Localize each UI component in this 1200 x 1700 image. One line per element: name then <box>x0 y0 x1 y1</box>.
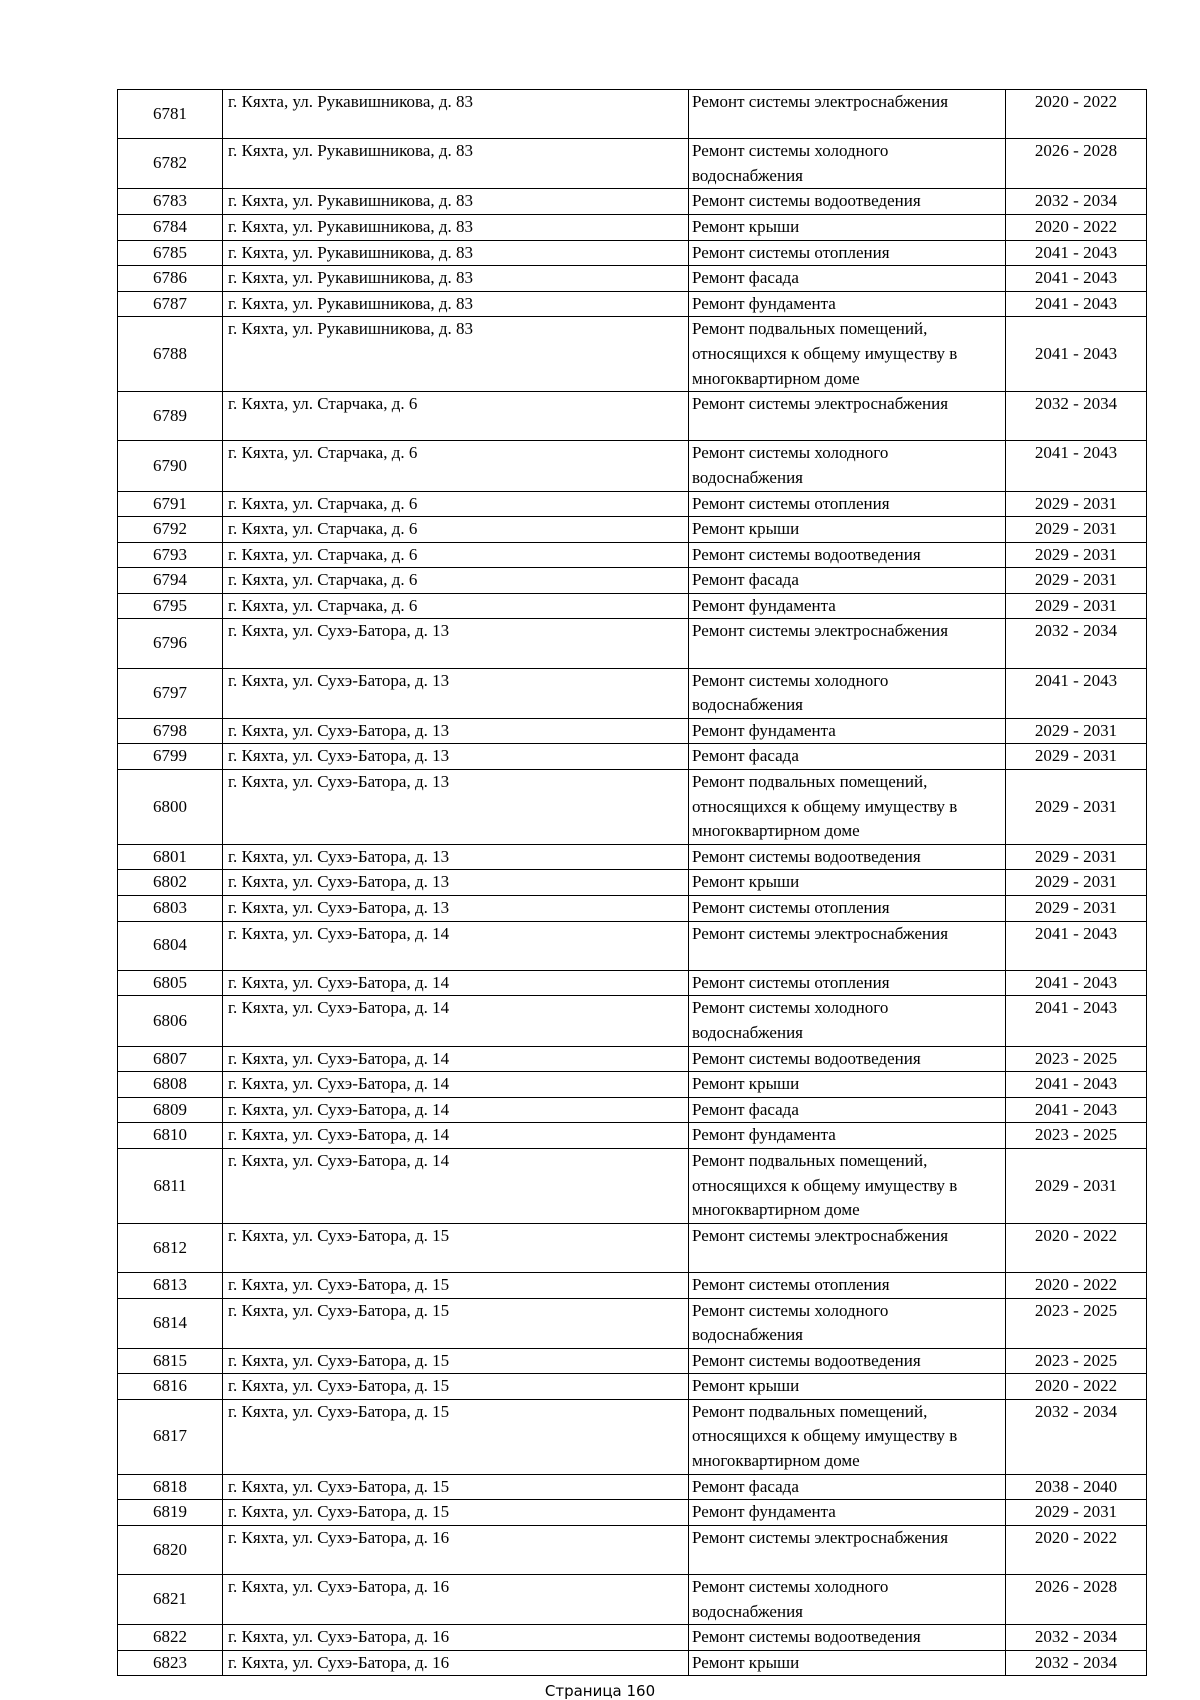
period-cell: 2026 - 2028 <box>1006 1575 1147 1625</box>
work-type-cell <box>689 744 1006 770</box>
work-type-cell <box>689 1072 1006 1098</box>
work-type-cell <box>689 441 1006 491</box>
work-type-cell <box>689 668 1006 718</box>
row-number: 6803 <box>118 896 223 922</box>
row-number: 6795 <box>118 593 223 619</box>
period-cell: 2029 - 2031 <box>1006 844 1147 870</box>
row-number: 6818 <box>118 1474 223 1500</box>
work-type-cell <box>689 1046 1006 1072</box>
row-number: 6805 <box>118 970 223 996</box>
work-type-cell <box>689 139 1006 189</box>
address-cell: г. Кяхта, ул. Сухэ-Батора, д. 16 <box>223 1575 689 1625</box>
address-cell: г. Кяхта, ул. Сухэ-Батора, д. 13 <box>223 870 689 896</box>
period-cell: 2020 - 2022 <box>1006 1272 1147 1298</box>
row-number: 6814 <box>118 1298 223 1348</box>
row-number: 6796 <box>118 619 223 668</box>
work-type-line: Ремонт системы отопления <box>692 972 890 992</box>
address-cell: г. Кяхта, ул. Рукавишникова, д. 83 <box>223 291 689 317</box>
work-type-line: Ремонт крыши <box>692 216 800 236</box>
address-cell: г. Кяхта, ул. Сухэ-Батора, д. 15 <box>223 1474 689 1500</box>
work-type-line: многоквартирном доме <box>692 368 860 388</box>
work-type-line: Ремонт крыши <box>692 1376 800 1396</box>
work-type-line: водоснабжения <box>692 467 803 487</box>
period-cell: 2020 - 2022 <box>1006 90 1147 139</box>
row-number: 6806 <box>118 996 223 1046</box>
row-number: 6781 <box>118 90 223 139</box>
table-row <box>118 1650 1147 1676</box>
work-type-line: Ремонт крыши <box>692 1074 800 1094</box>
table-row <box>118 896 1147 922</box>
work-type-cell <box>689 291 1006 317</box>
work-type-line: Ремонт системы отопления <box>692 493 890 513</box>
period-cell: 2020 - 2022 <box>1006 1374 1147 1400</box>
table-row <box>118 542 1147 568</box>
table-row <box>118 1575 1147 1625</box>
work-type-line: относящихся к общему имуществу в <box>692 1426 958 1446</box>
table-row <box>118 1298 1147 1348</box>
work-type-line: Ремонт системы холодного <box>692 141 889 161</box>
row-number: 6807 <box>118 1046 223 1072</box>
period-cell: 2041 - 2043 <box>1006 291 1147 317</box>
table-row <box>118 568 1147 594</box>
address-cell: г. Кяхта, ул. Сухэ-Батора, д. 14 <box>223 1123 689 1149</box>
work-type-line: Ремонт системы холодного <box>692 1577 889 1597</box>
work-type-line: Ремонт фасада <box>692 1476 799 1496</box>
address-cell: г. Кяхта, ул. Сухэ-Батора, д. 16 <box>223 1650 689 1676</box>
table-row <box>118 844 1147 870</box>
work-type-cell <box>689 593 1006 619</box>
address-cell: г. Кяхта, ул. Сухэ-Батора, д. 13 <box>223 619 689 668</box>
work-type-line: Ремонт фасада <box>692 1099 799 1119</box>
table-row <box>118 870 1147 896</box>
work-type-line: Ремонт системы водоотведения <box>692 1048 921 1068</box>
work-type-line: многоквартирном доме <box>692 1451 860 1471</box>
row-number: 6784 <box>118 214 223 240</box>
row-number: 6788 <box>118 317 223 392</box>
table-row <box>118 1374 1147 1400</box>
row-number: 6821 <box>118 1575 223 1625</box>
row-number: 6822 <box>118 1625 223 1651</box>
row-number: 6820 <box>118 1525 223 1574</box>
table-row <box>118 517 1147 543</box>
work-type-line: относящихся к общему имуществу в <box>692 343 958 363</box>
work-type-cell <box>689 870 1006 896</box>
table-row <box>118 1123 1147 1149</box>
period-cell: 2029 - 2031 <box>1006 542 1147 568</box>
work-type-line: Ремонт фасада <box>692 570 799 590</box>
work-type-line: водоснабжения <box>692 1325 803 1345</box>
page-number: Страница 160 <box>544 1682 656 1700</box>
table-row <box>118 1525 1147 1574</box>
table-row <box>118 1474 1147 1500</box>
period-cell: 2038 - 2040 <box>1006 1474 1147 1500</box>
address-cell: г. Кяхта, ул. Сухэ-Батора, д. 15 <box>223 1399 689 1474</box>
table-row <box>118 441 1147 491</box>
row-number: 6812 <box>118 1223 223 1272</box>
address-cell: г. Кяхта, ул. Сухэ-Батора, д. 16 <box>223 1525 689 1574</box>
work-type-line: водоснабжения <box>692 1022 803 1042</box>
table-row <box>118 214 1147 240</box>
work-type-line: Ремонт фасада <box>692 746 799 766</box>
address-cell: г. Кяхта, ул. Старчака, д. 6 <box>223 568 689 594</box>
address-cell: г. Кяхта, ул. Рукавишникова, д. 83 <box>223 189 689 215</box>
work-type-line: Ремонт системы водоотведения <box>692 191 921 211</box>
row-number: 6801 <box>118 844 223 870</box>
address-cell: г. Кяхта, ул. Старчака, д. 6 <box>223 542 689 568</box>
work-type-line: Ремонт системы электроснабжения <box>692 1225 949 1245</box>
work-type-line: Ремонт фасада <box>692 268 799 288</box>
table-row <box>118 1348 1147 1374</box>
work-type-line: водоснабжения <box>692 1601 803 1621</box>
period-cell: 2026 - 2028 <box>1006 139 1147 189</box>
address-cell: г. Кяхта, ул. Сухэ-Батора, д. 14 <box>223 921 689 970</box>
period-cell: 2032 - 2034 <box>1006 619 1147 668</box>
address-cell: г. Кяхта, ул. Сухэ-Батора, д. 14 <box>223 970 689 996</box>
address-cell: г. Кяхта, ул. Сухэ-Батора, д. 14 <box>223 996 689 1046</box>
period-cell: 2023 - 2025 <box>1006 1298 1147 1348</box>
period-cell: 2032 - 2034 <box>1006 1625 1147 1651</box>
period-cell: 2032 - 2034 <box>1006 392 1147 441</box>
work-type-cell <box>689 970 1006 996</box>
work-type-line: Ремонт фундамента <box>692 1125 836 1145</box>
work-type-line: Ремонт системы холодного <box>692 1300 889 1320</box>
row-number: 6790 <box>118 441 223 491</box>
address-cell: г. Кяхта, ул. Старчака, д. 6 <box>223 491 689 517</box>
work-type-cell <box>689 1272 1006 1298</box>
work-type-cell <box>689 1474 1006 1500</box>
address-cell: г. Кяхта, ул. Рукавишникова, д. 83 <box>223 240 689 266</box>
row-number: 6813 <box>118 1272 223 1298</box>
work-type-cell <box>689 996 1006 1046</box>
address-cell: г. Кяхта, ул. Старчака, д. 6 <box>223 392 689 441</box>
address-cell: г. Кяхта, ул. Сухэ-Батора, д. 13 <box>223 744 689 770</box>
work-type-line: многоквартирном доме <box>692 1200 860 1220</box>
address-cell: г. Кяхта, ул. Сухэ-Батора, д. 15 <box>223 1298 689 1348</box>
row-number: 6785 <box>118 240 223 266</box>
table-row <box>118 970 1147 996</box>
period-cell: 2020 - 2022 <box>1006 214 1147 240</box>
table-row <box>118 718 1147 744</box>
row-number: 6815 <box>118 1348 223 1374</box>
work-type-cell <box>689 1123 1006 1149</box>
period-cell: 2041 - 2043 <box>1006 266 1147 292</box>
row-number: 6799 <box>118 744 223 770</box>
period-cell: 2041 - 2043 <box>1006 996 1147 1046</box>
table-row <box>118 1097 1147 1123</box>
row-number: 6786 <box>118 266 223 292</box>
row-number: 6810 <box>118 1123 223 1149</box>
work-type-cell <box>689 1399 1006 1474</box>
row-number: 6797 <box>118 668 223 718</box>
work-type-line: Ремонт системы электроснабжения <box>692 923 949 943</box>
work-type-cell <box>689 619 1006 668</box>
address-cell: г. Кяхта, ул. Старчака, д. 6 <box>223 517 689 543</box>
table-row <box>118 1148 1147 1223</box>
row-number: 6798 <box>118 718 223 744</box>
table-row <box>118 189 1147 215</box>
row-number: 6782 <box>118 139 223 189</box>
address-cell: г. Кяхта, ул. Сухэ-Батора, д. 13 <box>223 770 689 845</box>
period-cell: 2029 - 2031 <box>1006 896 1147 922</box>
period-cell: 2023 - 2025 <box>1006 1348 1147 1374</box>
table-row <box>118 90 1147 139</box>
work-type-cell <box>689 1650 1006 1676</box>
period-cell: 2029 - 2031 <box>1006 744 1147 770</box>
work-type-line: Ремонт системы холодного <box>692 443 889 463</box>
work-type-cell <box>689 189 1006 215</box>
work-type-line: Ремонт фундамента <box>692 595 836 615</box>
period-cell: 2029 - 2031 <box>1006 1500 1147 1526</box>
work-type-line: Ремонт системы водоотведения <box>692 846 921 866</box>
work-type-cell <box>689 844 1006 870</box>
row-number: 6802 <box>118 870 223 896</box>
table-row <box>118 491 1147 517</box>
work-type-cell <box>689 317 1006 392</box>
address-cell: г. Кяхта, ул. Старчака, д. 6 <box>223 593 689 619</box>
work-type-cell <box>689 1575 1006 1625</box>
row-number: 6816 <box>118 1374 223 1400</box>
work-type-line: Ремонт подвальных помещений, <box>692 1401 928 1421</box>
period-cell: 2023 - 2025 <box>1006 1046 1147 1072</box>
work-type-line: Ремонт системы холодного <box>692 670 889 690</box>
work-type-cell <box>689 921 1006 970</box>
row-number: 6817 <box>118 1399 223 1474</box>
table-row <box>118 266 1147 292</box>
work-type-cell <box>689 1223 1006 1272</box>
table-row <box>118 744 1147 770</box>
work-type-line: Ремонт системы электроснабжения <box>692 1527 949 1547</box>
row-number: 6809 <box>118 1097 223 1123</box>
period-cell: 2029 - 2031 <box>1006 770 1147 845</box>
address-cell: г. Кяхта, ул. Рукавишникова, д. 83 <box>223 266 689 292</box>
work-type-line: Ремонт системы электроснабжения <box>692 394 949 414</box>
period-cell: 2041 - 2043 <box>1006 970 1147 996</box>
period-cell: 2029 - 2031 <box>1006 718 1147 744</box>
row-number: 6787 <box>118 291 223 317</box>
address-cell: г. Кяхта, ул. Сухэ-Батора, д. 14 <box>223 1046 689 1072</box>
table-row <box>118 770 1147 845</box>
table-row <box>118 996 1147 1046</box>
work-type-cell <box>689 1348 1006 1374</box>
table-row <box>118 1072 1147 1098</box>
work-type-cell <box>689 770 1006 845</box>
work-type-cell <box>689 1298 1006 1348</box>
work-type-line: Ремонт системы водоотведения <box>692 544 921 564</box>
period-cell: 2041 - 2043 <box>1006 317 1147 392</box>
work-type-line: Ремонт фундамента <box>692 1502 836 1522</box>
period-cell: 2029 - 2031 <box>1006 491 1147 517</box>
row-number: 6819 <box>118 1500 223 1526</box>
address-cell: г. Кяхта, ул. Сухэ-Батора, д. 16 <box>223 1625 689 1651</box>
work-type-cell <box>689 1148 1006 1223</box>
table-row <box>118 1223 1147 1272</box>
period-cell: 2041 - 2043 <box>1006 921 1147 970</box>
period-cell: 2023 - 2025 <box>1006 1123 1147 1149</box>
work-type-cell <box>689 1525 1006 1574</box>
address-cell: г. Кяхта, ул. Сухэ-Батора, д. 13 <box>223 668 689 718</box>
work-type-line: Ремонт крыши <box>692 1652 800 1672</box>
row-number: 6808 <box>118 1072 223 1098</box>
address-cell: г. Кяхта, ул. Сухэ-Батора, д. 13 <box>223 844 689 870</box>
work-type-cell <box>689 517 1006 543</box>
address-cell: г. Кяхта, ул. Сухэ-Батора, д. 14 <box>223 1148 689 1223</box>
row-number: 6823 <box>118 1650 223 1676</box>
address-cell: г. Кяхта, ул. Сухэ-Батора, д. 15 <box>223 1348 689 1374</box>
work-type-cell <box>689 240 1006 266</box>
work-type-cell <box>689 896 1006 922</box>
table-row <box>118 921 1147 970</box>
work-type-line: Ремонт подвальных помещений, <box>692 319 928 339</box>
address-cell: г. Кяхта, ул. Сухэ-Батора, д. 13 <box>223 718 689 744</box>
address-cell: г. Кяхта, ул. Рукавишникова, д. 83 <box>223 139 689 189</box>
work-type-cell <box>689 542 1006 568</box>
row-number: 6800 <box>118 770 223 845</box>
period-cell: 2029 - 2031 <box>1006 568 1147 594</box>
table-row <box>118 1625 1147 1651</box>
work-type-cell <box>689 718 1006 744</box>
period-cell: 2041 - 2043 <box>1006 240 1147 266</box>
row-number: 6804 <box>118 921 223 970</box>
work-type-line: Ремонт фундамента <box>692 293 836 313</box>
work-type-line: относящихся к общему имуществу в <box>692 796 958 816</box>
period-cell: 2020 - 2022 <box>1006 1525 1147 1574</box>
address-cell: г. Кяхта, ул. Рукавишникова, д. 83 <box>223 214 689 240</box>
work-type-line: Ремонт системы холодного <box>692 998 889 1018</box>
work-type-line: Ремонт подвальных помещений, <box>692 772 928 792</box>
period-cell: 2032 - 2034 <box>1006 1399 1147 1474</box>
table-row <box>118 392 1147 441</box>
work-type-line: Ремонт подвальных помещений, <box>692 1150 928 1170</box>
row-number: 6783 <box>118 189 223 215</box>
table-row <box>118 139 1147 189</box>
work-type-line: Ремонт системы отопления <box>692 1274 890 1294</box>
work-type-cell <box>689 266 1006 292</box>
table-row <box>118 317 1147 392</box>
period-cell: 2020 - 2022 <box>1006 1223 1147 1272</box>
period-cell: 2029 - 2031 <box>1006 870 1147 896</box>
table-row <box>118 668 1147 718</box>
table-row <box>118 1272 1147 1298</box>
address-cell: г. Кяхта, ул. Сухэ-Батора, д. 14 <box>223 1072 689 1098</box>
work-type-line: относящихся к общему имуществу в <box>692 1175 958 1195</box>
row-number: 6811 <box>118 1148 223 1223</box>
address-cell: г. Кяхта, ул. Сухэ-Батора, д. 15 <box>223 1272 689 1298</box>
work-type-cell <box>689 90 1006 139</box>
work-type-line: водоснабжения <box>692 165 803 185</box>
address-cell: г. Кяхта, ул. Сухэ-Батора, д. 15 <box>223 1500 689 1526</box>
address-cell: г. Кяхта, ул. Старчака, д. 6 <box>223 441 689 491</box>
table-row <box>118 1500 1147 1526</box>
row-number: 6789 <box>118 392 223 441</box>
work-type-line: многоквартирном доме <box>692 821 860 841</box>
work-type-cell <box>689 568 1006 594</box>
work-type-cell <box>689 1374 1006 1400</box>
row-number: 6792 <box>118 517 223 543</box>
period-cell: 2029 - 2031 <box>1006 1148 1147 1223</box>
table-row <box>118 1046 1147 1072</box>
row-number: 6794 <box>118 568 223 594</box>
table-row <box>118 1399 1147 1474</box>
table-row <box>118 240 1147 266</box>
table-row <box>118 619 1147 668</box>
address-cell: г. Кяхта, ул. Рукавишникова, д. 83 <box>223 90 689 139</box>
period-cell: 2029 - 2031 <box>1006 593 1147 619</box>
work-type-cell <box>689 1500 1006 1526</box>
table-row <box>118 291 1147 317</box>
period-cell: 2041 - 2043 <box>1006 441 1147 491</box>
table-row <box>118 593 1147 619</box>
address-cell: г. Кяхта, ул. Сухэ-Батора, д. 15 <box>223 1374 689 1400</box>
repair-schedule-table <box>117 89 1147 1676</box>
work-type-line: Ремонт системы водоотведения <box>692 1350 921 1370</box>
address-cell: г. Кяхта, ул. Сухэ-Батора, д. 15 <box>223 1223 689 1272</box>
period-cell: 2041 - 2043 <box>1006 1097 1147 1123</box>
work-type-line: Ремонт системы водоотведения <box>692 1627 921 1647</box>
work-type-line: Ремонт крыши <box>692 519 800 539</box>
period-cell: 2041 - 2043 <box>1006 1072 1147 1098</box>
address-cell: г. Кяхта, ул. Рукавишникова, д. 83 <box>223 317 689 392</box>
row-number: 6791 <box>118 491 223 517</box>
work-type-cell <box>689 1625 1006 1651</box>
work-type-line: Ремонт системы электроснабжения <box>692 92 949 111</box>
work-type-line: водоснабжения <box>692 695 803 715</box>
work-type-line: Ремонт системы отопления <box>692 242 890 262</box>
period-cell: 2032 - 2034 <box>1006 189 1147 215</box>
work-type-line: Ремонт системы электроснабжения <box>692 621 949 641</box>
address-cell: г. Кяхта, ул. Сухэ-Батора, д. 14 <box>223 1097 689 1123</box>
work-type-cell <box>689 392 1006 441</box>
work-type-line: Ремонт системы отопления <box>692 898 890 917</box>
period-cell: 2029 - 2031 <box>1006 517 1147 543</box>
row-number: 6793 <box>118 542 223 568</box>
work-type-line: Ремонт фундамента <box>692 720 836 740</box>
period-cell: 2032 - 2034 <box>1006 1650 1147 1676</box>
period-cell: 2041 - 2043 <box>1006 668 1147 718</box>
address-cell: г. Кяхта, ул. Сухэ-Батора, д. 13 <box>223 896 689 922</box>
work-type-line: Ремонт крыши <box>692 872 800 892</box>
work-type-cell <box>689 1097 1006 1123</box>
work-type-cell <box>689 491 1006 517</box>
work-type-cell <box>689 214 1006 240</box>
